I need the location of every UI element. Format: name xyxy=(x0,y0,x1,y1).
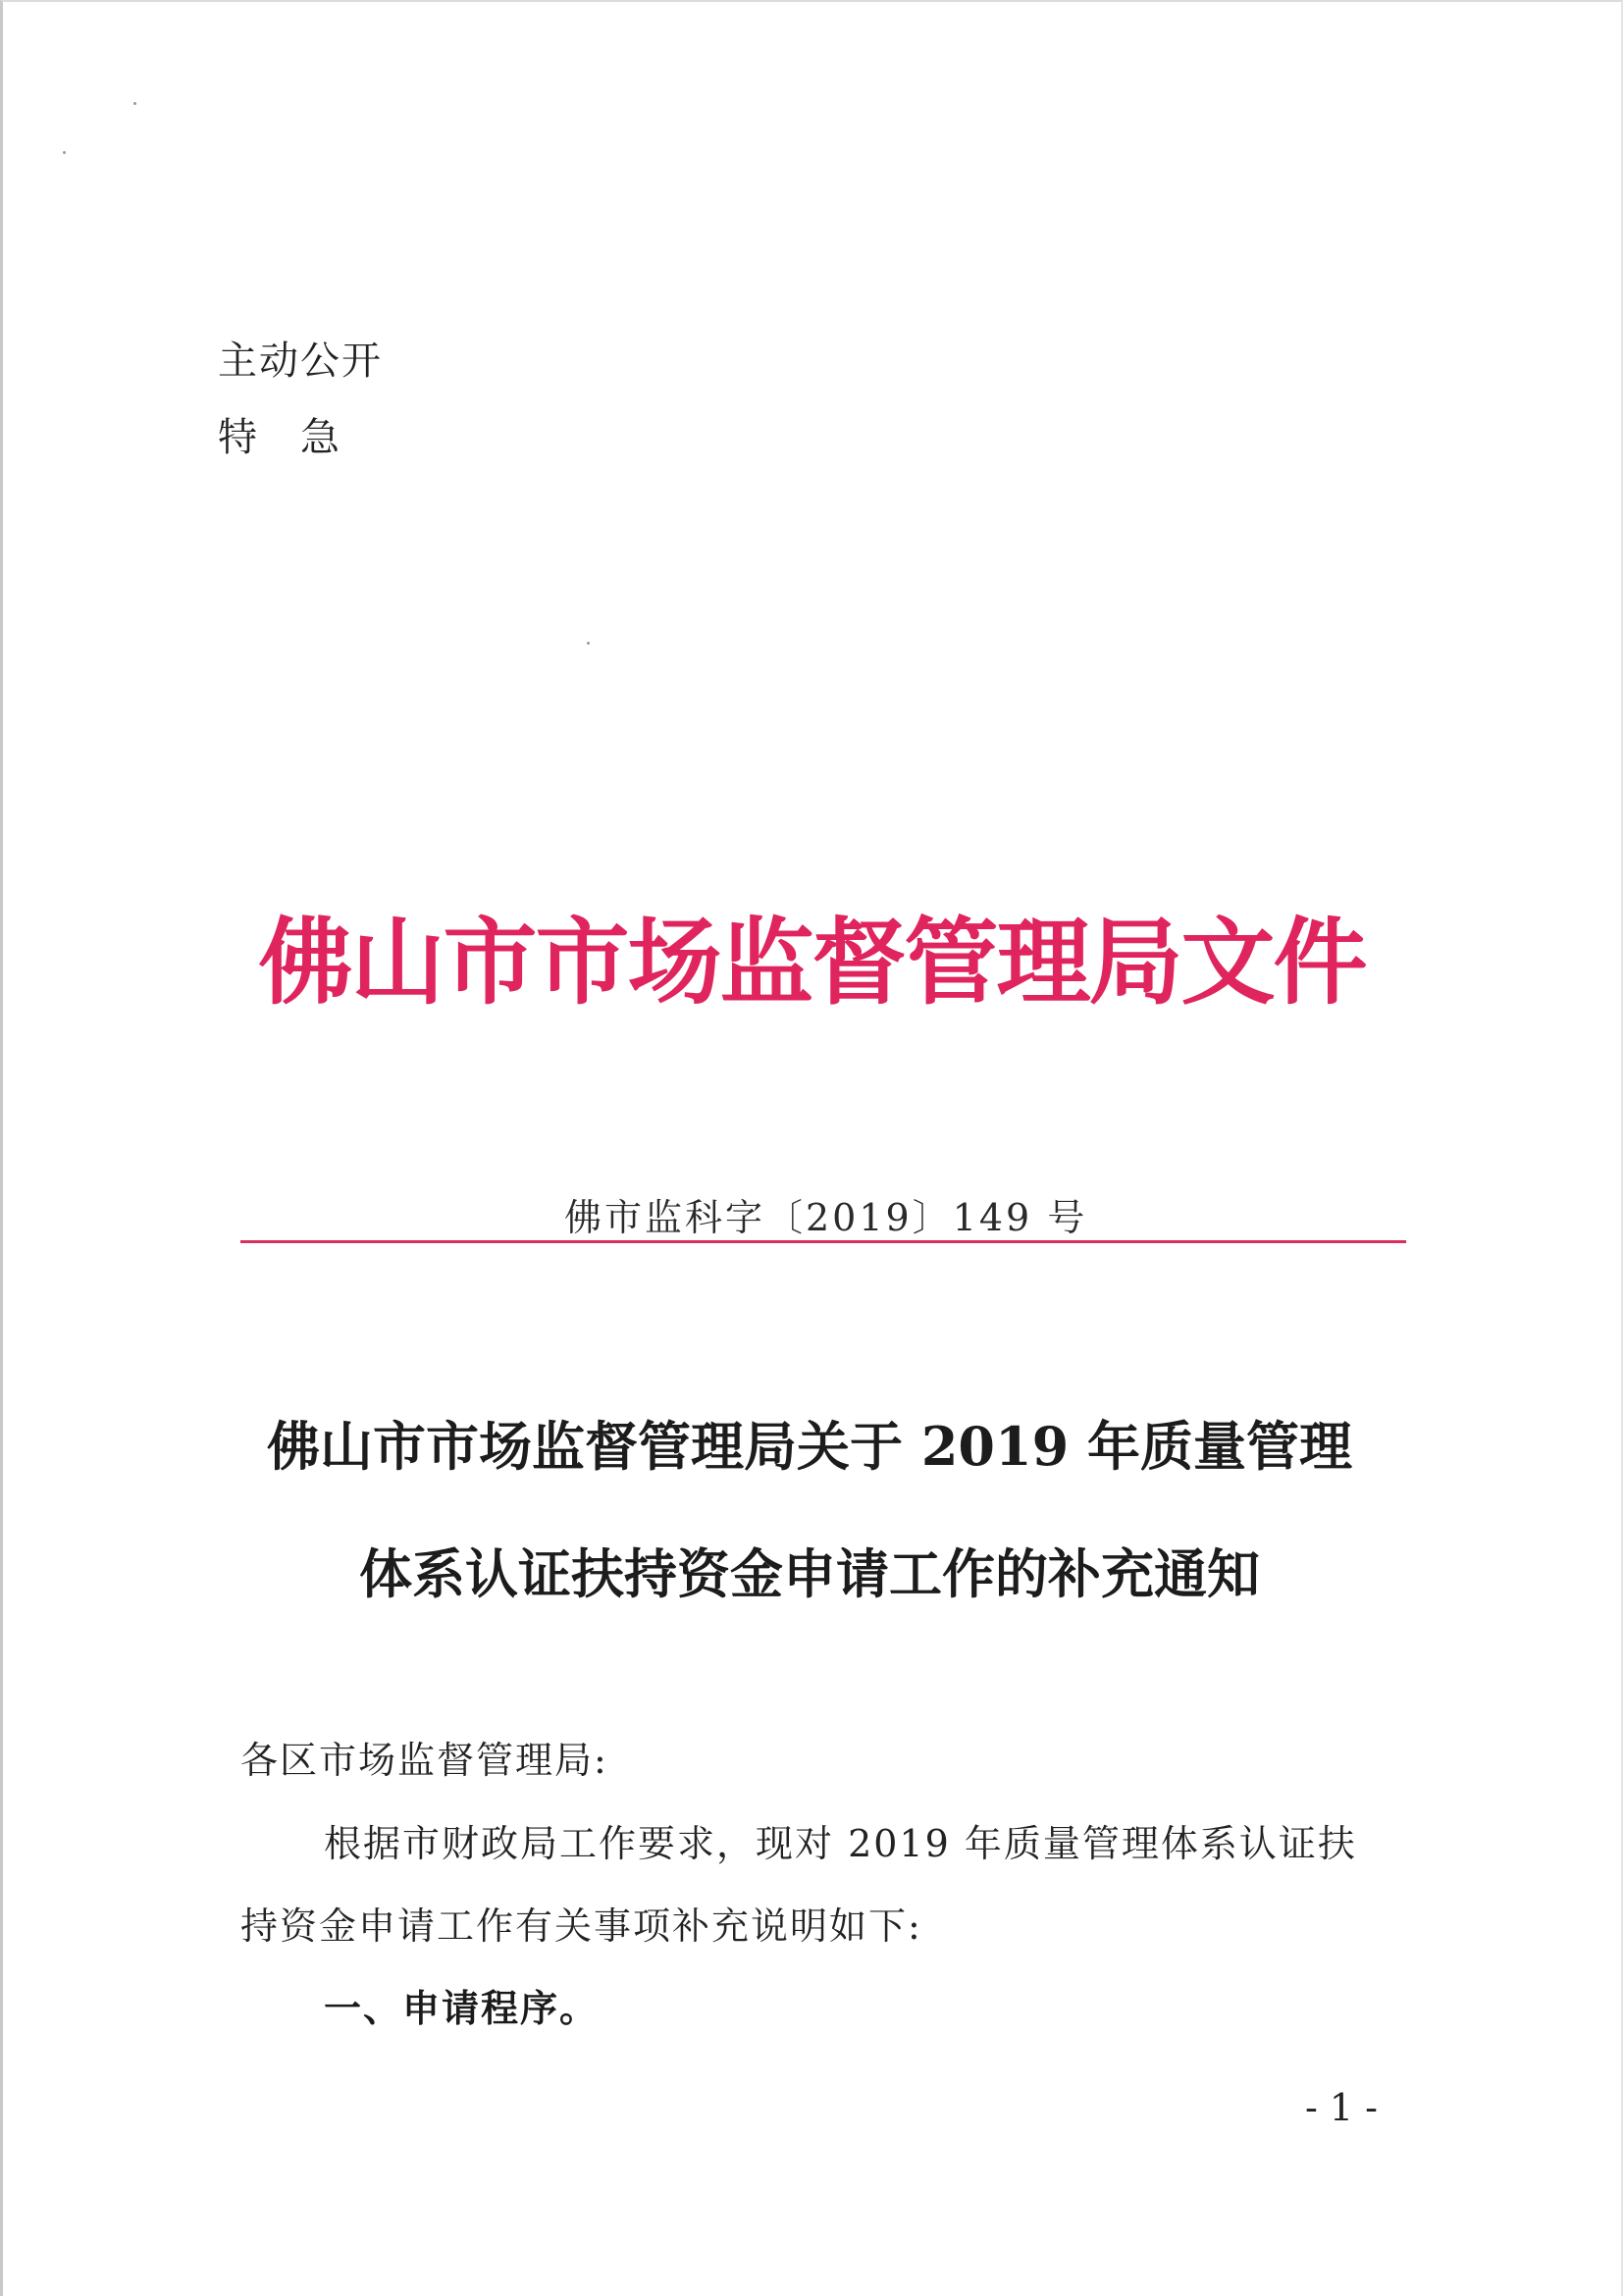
body-paragraph-line-1: 根据市财政局工作要求，现对 2019 年质量管理体系认证扶 xyxy=(324,1822,1357,1865)
disclosure-label: 主动公开 xyxy=(218,339,383,384)
scan-speck xyxy=(63,151,66,154)
document-number: 佛市监科字〔2019〕149 号 xyxy=(564,1196,1088,1239)
red-separator-rule xyxy=(240,1240,1406,1243)
section-heading: 一、申请程序。 xyxy=(324,1987,600,2030)
document-title-line-2: 体系认证扶持资金申请工作的补充通知 xyxy=(359,1542,1260,1605)
scan-speck xyxy=(587,642,590,645)
urgency-label: 特急 xyxy=(218,415,383,460)
salutation: 各区市场监督管理局: xyxy=(240,1739,608,1782)
body-paragraph-line-2: 持资金申请工作有关事项补充说明如下: xyxy=(240,1905,922,1948)
scan-speck xyxy=(133,102,136,105)
page-number: - 1 - xyxy=(1305,2086,1379,2129)
document-title-line-1: 佛山市市场监督管理局关于 2019 年质量管理 xyxy=(267,1415,1352,1478)
document-masthead: 佛山市市场监督管理局文件 xyxy=(258,907,1366,1018)
